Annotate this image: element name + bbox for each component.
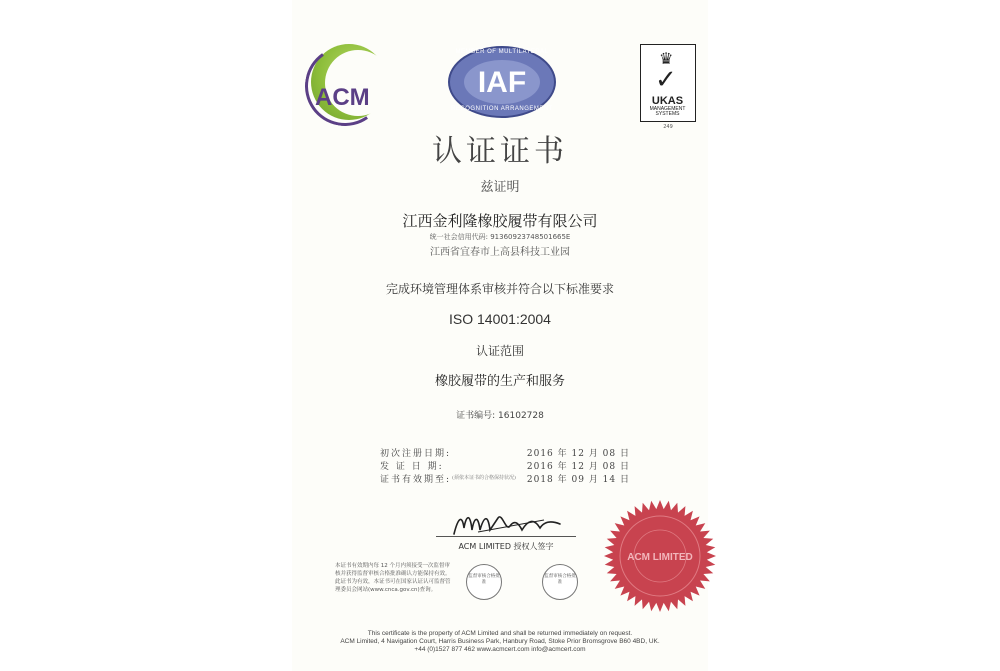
acm-logo-text: ACM bbox=[315, 84, 370, 111]
crown-icon: ♛ bbox=[659, 49, 674, 68]
ukas-sub-2: SYSTEMS bbox=[655, 111, 680, 117]
compliance-statement: 完成环境管理体系审核并符合以下标准要求 bbox=[385, 282, 614, 296]
scope-label: 认证范围 bbox=[475, 344, 524, 358]
ukas-logo-text: UKAS bbox=[651, 95, 684, 107]
signature-line bbox=[436, 536, 576, 537]
footer-line-1: This certificate is the property of ACM Limited and shall be returned immediately on request. bbox=[367, 630, 633, 637]
footer-line-3: +44 (0)1527 877 462 www.acmcert.com info@acmcert.com bbox=[414, 646, 586, 653]
acm-logo bbox=[305, 40, 391, 126]
valid-until-value: 2018 年 09 月 14 日 bbox=[526, 475, 630, 485]
signature-label: ACM LIMITED 授权人签字 bbox=[458, 542, 554, 551]
certificate-number: 证书编号: 16102728 bbox=[456, 411, 544, 421]
valid-until-label: 证书有效期至: bbox=[380, 475, 452, 485]
iaf-logo-text: IAF bbox=[477, 66, 527, 99]
ukas-logo bbox=[640, 44, 696, 122]
signature bbox=[448, 508, 568, 538]
ukas-number: 249 bbox=[663, 124, 673, 130]
red-seal bbox=[602, 498, 718, 614]
iaf-ring-top-text: MEMBER OF MULTILATERAL bbox=[455, 49, 549, 55]
surveillance-stamp-2: 监督审核合格批准 bbox=[542, 564, 578, 600]
credit-code: 统一社会信用代码: 91360923748501665E bbox=[429, 233, 571, 241]
fine-print: 本证书有效期内每 12 个月内须接受一次监督审核并获得监督审核合格批准确认方能保持有效。此证书为有效，本证书可在国家认证认可监督管理委员会网站(www.cnca.gov.cn)查询。 bbox=[335, 563, 451, 593]
ukas-sub-1: MANAGEMENT bbox=[649, 106, 686, 112]
first-registration-label: 初次注册日期: bbox=[380, 449, 452, 459]
seal-text: ACM LIMITED bbox=[627, 552, 693, 563]
footer-line-2: ACM Limited, 4 Navigation Court, Harris Business Park, Hanbury Road, Stoke Prior Bromsgrove B60 4BD, UK. bbox=[340, 638, 660, 645]
standard-name: ISO 14001:2004 bbox=[449, 311, 551, 327]
surveillance-stamp-1: 监督审核合格批准 bbox=[466, 564, 502, 600]
footer bbox=[292, 630, 708, 654]
tick-icon: ✓ bbox=[655, 65, 677, 95]
first-registration-value: 2016 年 12 月 08 日 bbox=[526, 449, 630, 459]
scope-text: 橡胶履带的生产和服务 bbox=[434, 374, 565, 389]
valid-until-note: (须依本证书的合格保持状况) bbox=[452, 475, 516, 481]
company-address: 江西省宜春市上高县科技工业园 bbox=[430, 247, 570, 258]
iaf-logo bbox=[448, 46, 556, 118]
certificate-title: 认证证书 bbox=[432, 134, 568, 169]
issue-date-label: 发 证 日 期: bbox=[380, 462, 444, 472]
hereby-text: 兹证明 bbox=[480, 180, 520, 195]
company-name: 江西金利隆橡胶履带有限公司 bbox=[402, 212, 598, 230]
issue-date-value: 2016 年 12 月 08 日 bbox=[526, 462, 630, 472]
iaf-ring-bottom-text: RECOGNITION ARRANGEMENT bbox=[451, 106, 553, 112]
